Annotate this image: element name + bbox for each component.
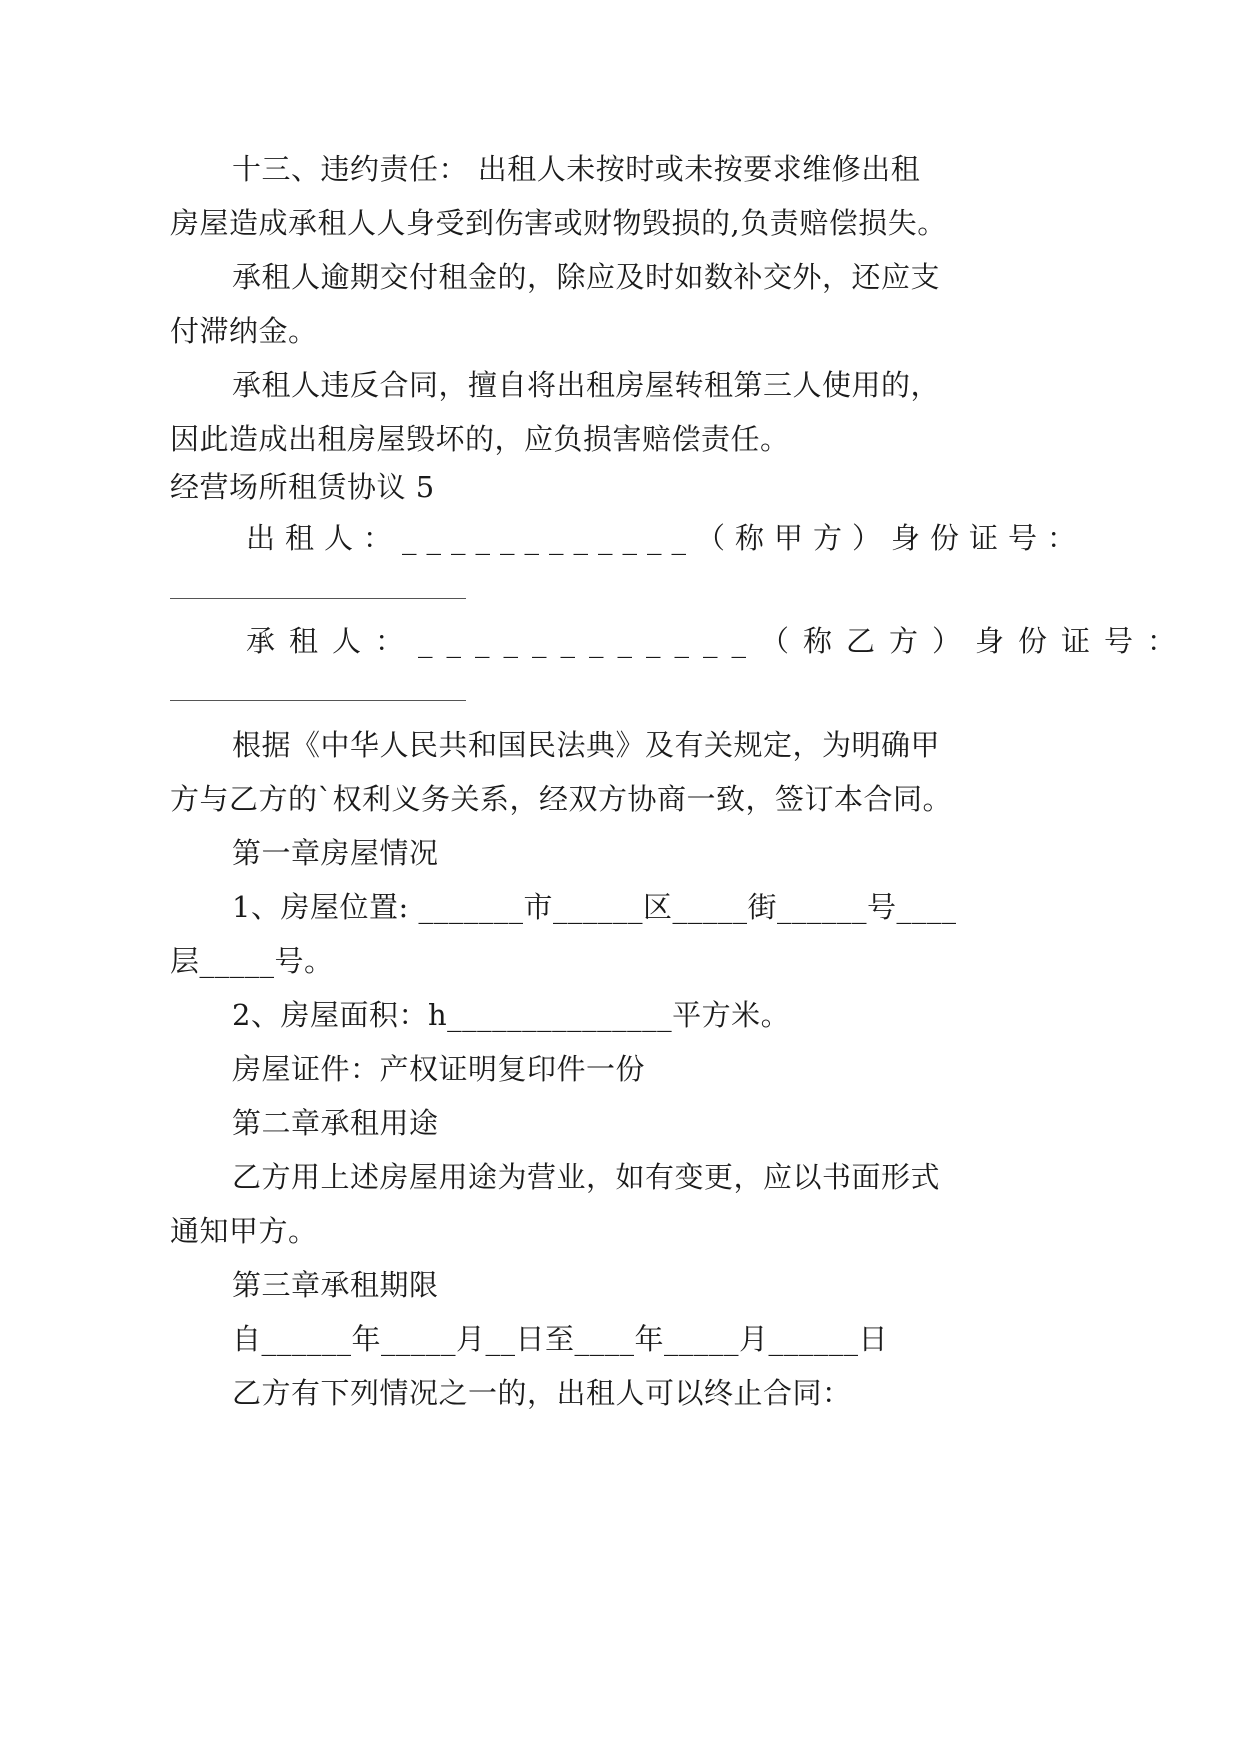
lessor-line: 出租人：____________（称甲方）身份证号：: [246, 521, 1087, 555]
paragraph-line: 房屋证件：产权证明复印件一份: [232, 1052, 646, 1086]
paragraph-line: 乙方有下列情况之一的，出租人可以终止合同：: [232, 1376, 852, 1410]
paragraph-line: 自______年_____月__日至____年_____月______日: [232, 1322, 889, 1356]
section-heading: 经营场所租赁协议 5: [170, 470, 435, 504]
paragraph-line: 乙方用上述房屋用途为营业，如有变更，应以书面形式: [232, 1160, 941, 1194]
paragraph-line: 1、房屋位置: _______市______区_____街______号____: [232, 890, 957, 924]
paragraph-line: 承租人逾期交付租金的，除应及时如数补交外，还应支: [232, 260, 941, 294]
chapter-heading: 第二章承租用途: [232, 1106, 439, 1140]
paragraph-line: 层_____号。: [170, 944, 334, 978]
paragraph-line: 十三、违约责任： 出租人未按时或未按要求维修出租: [232, 152, 921, 186]
paragraph-line: 通知甲方。: [170, 1214, 318, 1248]
blank-line: [170, 700, 466, 701]
chapter-heading: 第三章承租期限: [232, 1268, 439, 1302]
paragraph-line: 2、房屋面积：h_______________平方米。: [232, 998, 791, 1032]
chapter-heading: 第一章房屋情况: [232, 836, 439, 870]
paragraph-line: 因此造成出租房屋毁坏的，应负损害赔偿责任。: [170, 422, 790, 456]
lessee-line: 承租人：____________（称乙方）身份证号：: [246, 624, 1191, 658]
paragraph-line: 方与乙方的`权利义务关系，经双方协商一致，签订本合同。: [170, 782, 953, 816]
paragraph-line: 承租人违反合同，擅自将出租房屋转租第三人使用的，: [232, 368, 941, 402]
paragraph-line: 房屋造成承租人人身受到伤害或财物毁损的,负责赔偿损失。: [170, 206, 947, 240]
blank-line: [170, 598, 466, 599]
paragraph-line: 根据《中华人民共和国民法典》及有关规定，为明确甲: [232, 728, 941, 762]
paragraph-line: 付滞纳金。: [170, 314, 318, 348]
